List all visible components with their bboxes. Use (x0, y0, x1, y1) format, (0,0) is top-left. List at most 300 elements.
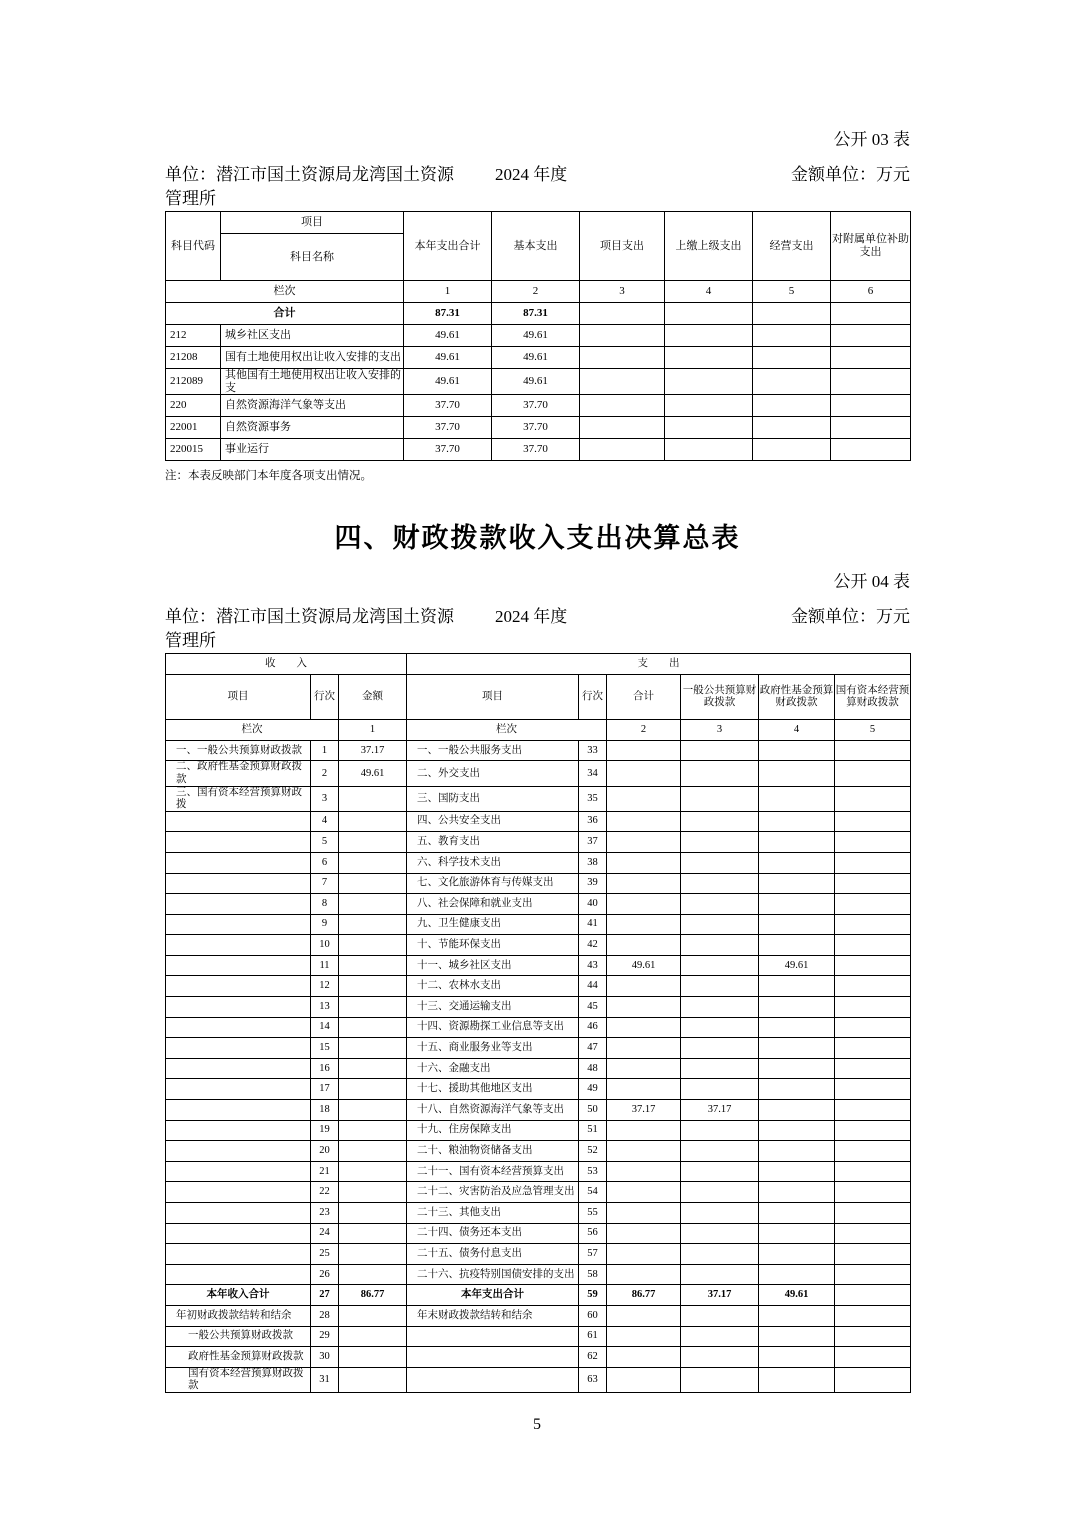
table2-income-item (166, 1141, 311, 1162)
table2-expense-state-capital (835, 873, 911, 894)
table2-expense-state-capital (835, 1367, 911, 1392)
table2-expense-state-capital (835, 1285, 911, 1306)
table2-expense-gov-fund (759, 976, 835, 997)
table1-row-name: 自然资源事务 (221, 417, 404, 439)
table2-expense-line: 46 (579, 1017, 607, 1038)
table2-header-income-item: 项目 (166, 675, 311, 720)
table2-expense-line: 55 (579, 1203, 607, 1224)
table1-header-subsidy: 对附属单位补助支出 (831, 212, 911, 281)
table2-expense-item: 十九、住房保障支出 (407, 1120, 579, 1141)
table-row (166, 325, 911, 347)
table-row (166, 811, 911, 832)
table2-income-amount (339, 1161, 407, 1182)
table1-total-basic: 87.31 (492, 303, 580, 325)
table2-expense-state-capital (835, 761, 911, 786)
table1-project-header-row (166, 212, 911, 234)
table2-expense-gov-fund (759, 1264, 835, 1285)
table2-col-3: 3 (681, 720, 759, 741)
table-row (166, 1038, 911, 1059)
table2-expense-general-public (681, 1305, 759, 1326)
table2-expense-total (607, 786, 681, 811)
table1-row-total: 49.61 (404, 369, 492, 395)
table1-header-total: 本年支出合计 (404, 212, 492, 281)
table2-income-line: 17 (311, 1079, 339, 1100)
table2-income-amount (339, 1244, 407, 1265)
table1-form-number: 公开 03 表 (833, 130, 910, 149)
table2-income-line: 12 (311, 976, 339, 997)
table2-income-item (166, 1182, 311, 1203)
table2-income-amount: 37.17 (339, 740, 407, 761)
table-row (166, 1017, 911, 1038)
table-row (166, 786, 911, 811)
table2-income-amount (339, 894, 407, 915)
table1-header-project: 项目 (221, 212, 404, 234)
table2-expense-line: 53 (579, 1161, 607, 1182)
table2-income-line: 14 (311, 1017, 339, 1038)
table2-income-item (166, 873, 311, 894)
table2-income-line: 20 (311, 1141, 339, 1162)
table2-income-item (166, 811, 311, 832)
table-row (166, 740, 911, 761)
table2-expense-item: 年末财政拨款结转和结余 (407, 1305, 579, 1326)
table1-total-upper (665, 303, 753, 325)
table2-col-label-expense: 栏次 (407, 720, 607, 741)
table2-expense-general-public (681, 1182, 759, 1203)
table2-income-item (166, 894, 311, 915)
table1-header-name: 科目名称 (221, 234, 404, 281)
table2-col-2: 2 (607, 720, 681, 741)
table-row (166, 914, 911, 935)
table2-expense-state-capital (835, 786, 911, 811)
table2-expense-gov-fund (759, 761, 835, 786)
table2-income-line: 6 (311, 852, 339, 873)
table-row (166, 873, 911, 894)
table2-income-line: 2 (311, 761, 339, 786)
table2-expense-general-public (681, 1326, 759, 1347)
table2-expense-general-public (681, 786, 759, 811)
table2-income-line: 31 (311, 1367, 339, 1392)
expenditure-table (165, 211, 911, 461)
table2-expense-line: 60 (579, 1305, 607, 1326)
table2-income-amount (339, 1182, 407, 1203)
table2-expense-line: 40 (579, 894, 607, 915)
table2-expense-state-capital (835, 1264, 911, 1285)
table2-header-general-public: 一般公共预算财政拨款 (681, 675, 759, 720)
table2-expense-state-capital (835, 1161, 911, 1182)
table2-expense-state-capital (835, 1203, 911, 1224)
table2-expense-total (607, 1038, 681, 1059)
table2-income-item (166, 955, 311, 976)
table2-income-item (166, 997, 311, 1018)
table2-expense-item (407, 1347, 579, 1368)
table2-income-line: 18 (311, 1100, 339, 1121)
table1-row-total: 49.61 (404, 347, 492, 369)
table-row (166, 935, 911, 956)
table2-income-amount (339, 1223, 407, 1244)
table2-income-amount (339, 1347, 407, 1368)
table2-expense-line: 49 (579, 1079, 607, 1100)
table2-expense-line: 52 (579, 1141, 607, 1162)
table1-total-row (166, 303, 911, 325)
table2-income-item (166, 1038, 311, 1059)
table2-income-amount (339, 955, 407, 976)
table2-income-item (166, 1058, 311, 1079)
table2-expense-item: 三、国防支出 (407, 786, 579, 811)
table2-header-income: 收 入 (166, 654, 407, 675)
table-row (166, 894, 911, 915)
table2-income-amount (339, 1203, 407, 1224)
table2-expense-gov-fund (759, 852, 835, 873)
table2-expense-general-public (681, 976, 759, 997)
table2-expense-general-public (681, 914, 759, 935)
table2-expense-state-capital (835, 997, 911, 1018)
table2-expense-line: 33 (579, 740, 607, 761)
table2-income-item (166, 976, 311, 997)
table2-expense-general-public (681, 1203, 759, 1224)
table2-expense-total (607, 1367, 681, 1392)
table1-col-3: 3 (580, 281, 665, 303)
table-row (166, 1326, 911, 1347)
table2-income-item (166, 832, 311, 853)
table-row (166, 761, 911, 786)
table1-row-name: 其他国有土地使用权出让收入安排的支 (221, 369, 404, 395)
table2-income-line: 30 (311, 1347, 339, 1368)
table-row (166, 1100, 911, 1121)
table2-expense-line: 62 (579, 1347, 607, 1368)
table2-income-line: 5 (311, 832, 339, 853)
table2-income-line: 26 (311, 1264, 339, 1285)
table1-column-number-row (166, 281, 911, 303)
table-row (166, 1305, 911, 1326)
table2-expense-state-capital (835, 811, 911, 832)
table2-expense-item: 十五、商业服务业等支出 (407, 1038, 579, 1059)
table2-expense-item (407, 1326, 579, 1347)
table2-income-amount (339, 811, 407, 832)
table2-expense-general-public (681, 1141, 759, 1162)
table1-row-code: 220015 (166, 439, 221, 461)
table2-expense-gov-fund (759, 914, 835, 935)
table2-income-amount (339, 1038, 407, 1059)
table2-income-line: 21 (311, 1161, 339, 1182)
table-row (166, 395, 911, 417)
table2-expense-total (607, 997, 681, 1018)
table2-header-state-capital: 国有资本经营预算财政拨款 (835, 675, 911, 720)
table2-income-amount (339, 1079, 407, 1100)
table2-expense-total (607, 1017, 681, 1038)
table1-amount-unit: 金额单位：万元 (791, 165, 910, 184)
table2-income-line: 3 (311, 786, 339, 811)
table2-expense-general-public (681, 1120, 759, 1141)
table-row (166, 1347, 911, 1368)
table2-expense-gov-fund (759, 786, 835, 811)
table2-expense-total (607, 832, 681, 853)
table-row (166, 1079, 911, 1100)
table1-year: 2024 年度 (495, 165, 568, 184)
table2-income-amount (339, 914, 407, 935)
table2-expense-state-capital (835, 976, 911, 997)
table2-expense-line: 63 (579, 1367, 607, 1392)
table2-income-item (166, 1017, 311, 1038)
table1-header-code: 科目代码 (166, 212, 221, 281)
table1-row-name: 自然资源海洋气象等支出 (221, 395, 404, 417)
table1-row-code: 21208 (166, 347, 221, 369)
table2-expense-total (607, 761, 681, 786)
table2-expense-general-public (681, 955, 759, 976)
table2-expense-line: 47 (579, 1038, 607, 1059)
table2-expense-gov-fund (759, 1058, 835, 1079)
table2-header-income-line: 行次 (311, 675, 339, 720)
table-row (166, 1120, 911, 1141)
table-row (166, 1161, 911, 1182)
table2-income-amount (339, 997, 407, 1018)
table2-expense-gov-fund (759, 1038, 835, 1059)
page-content (165, 0, 910, 1393)
table-row (166, 1058, 911, 1079)
table2-expense-line: 36 (579, 811, 607, 832)
table1-col-4: 4 (665, 281, 753, 303)
table2-expense-item: 十二、农林水支出 (407, 976, 579, 997)
table2-expense-general-public (681, 1244, 759, 1265)
table2-expense-item: 二十六、抗疫特别国债安排的支出 (407, 1264, 579, 1285)
table2-income-line: 10 (311, 935, 339, 956)
table2-expense-total: 86.77 (607, 1285, 681, 1306)
table2-expense-gov-fund (759, 1079, 835, 1100)
table2-expense-total (607, 1305, 681, 1326)
table2-expense-gov-fund (759, 1182, 835, 1203)
table2-expense-item: 二十三、其他支出 (407, 1203, 579, 1224)
table2-expense-item: 十六、金融支出 (407, 1058, 579, 1079)
table2-form-number: 公开 04 表 (833, 572, 910, 592)
table2-expense-state-capital (835, 852, 911, 873)
table2-unit-label: 单位：潜江市国土资源局龙湾国土资源管理所 (165, 607, 454, 651)
table2-income-amount (339, 976, 407, 997)
table2-income-line: 23 (311, 1203, 339, 1224)
table2-expense-item: 二十二、灾害防治及应急管理支出 (407, 1182, 579, 1203)
table2-expense-state-capital (835, 832, 911, 853)
table2-expense-state-capital (835, 914, 911, 935)
table1-total-value: 87.31 (404, 303, 492, 325)
table2-income-amount (339, 832, 407, 853)
table2-expense-general-public (681, 935, 759, 956)
table2-income-line: 25 (311, 1244, 339, 1265)
table2-income-item (166, 1223, 311, 1244)
table2-expense-gov-fund (759, 1120, 835, 1141)
table-row (166, 976, 911, 997)
table1-row-total: 37.70 (404, 417, 492, 439)
table2-expense-line: 61 (579, 1326, 607, 1347)
table2-expense-item: 二十四、债务还本支出 (407, 1223, 579, 1244)
table2-expense-line: 51 (579, 1120, 607, 1141)
table2-income-item: 政府性基金预算财政拨款 (166, 1347, 311, 1368)
table2-expense-gov-fund: 49.61 (759, 955, 835, 976)
table2-income-amount (339, 1017, 407, 1038)
table2-expense-state-capital (835, 1182, 911, 1203)
table2-expense-general-public (681, 1347, 759, 1368)
table2-expense-line: 59 (579, 1285, 607, 1306)
table2-expense-line: 38 (579, 852, 607, 873)
table2-expense-total (607, 740, 681, 761)
table2-income-item: 一般公共预算财政拨款 (166, 1326, 311, 1347)
table2-expense-gov-fund (759, 1244, 835, 1265)
table2-income-line: 16 (311, 1058, 339, 1079)
table2-expense-total (607, 1203, 681, 1224)
table2-expense-item: 九、卫生健康支出 (407, 914, 579, 935)
table2-expense-item: 八、社会保障和就业支出 (407, 894, 579, 915)
table2-expense-total (607, 935, 681, 956)
table2-expense-line: 44 (579, 976, 607, 997)
table2-expense-total (607, 894, 681, 915)
table2-income-line: 1 (311, 740, 339, 761)
table2-expense-total: 37.17 (607, 1100, 681, 1121)
table2-income-item: 本年收入合计 (166, 1285, 311, 1306)
table2-col-5: 5 (835, 720, 911, 741)
table2-expense-item: 本年支出合计 (407, 1285, 579, 1306)
table2-expense-gov-fund (759, 740, 835, 761)
table1-unit-label: 单位：潜江市国土资源局龙湾国土资源管理所 (165, 165, 454, 208)
fiscal-appropriation-table (165, 653, 911, 1393)
table2-income-line: 27 (311, 1285, 339, 1306)
table2-income-line: 13 (311, 997, 339, 1018)
table2-expense-state-capital (835, 740, 911, 761)
table1-col-label: 栏次 (166, 281, 404, 303)
table1-row-basic: 49.61 (492, 347, 580, 369)
table1-row-name: 国有土地使用权出让收入安排的支出 (221, 347, 404, 369)
table2-income-amount (339, 935, 407, 956)
table2-income-amount: 49.61 (339, 761, 407, 786)
table2-sub-header-row (166, 675, 911, 720)
table2-expense-total (607, 1141, 681, 1162)
table1-row-code: 212089 (166, 369, 221, 395)
table2-expense-total (607, 1120, 681, 1141)
table2-expense-total (607, 1161, 681, 1182)
table2-expense-line: 42 (579, 935, 607, 956)
table2-expense-gov-fund (759, 811, 835, 832)
table2-expense-general-public (681, 832, 759, 853)
table2-income-item (166, 1161, 311, 1182)
table2-income-line: 19 (311, 1120, 339, 1141)
table2-expense-total (607, 852, 681, 873)
table2-income-line: 11 (311, 955, 339, 976)
table2-expense-total (607, 1264, 681, 1285)
table2-expense-general-public (681, 894, 759, 915)
table2-col-1: 1 (339, 720, 407, 741)
table2-expense-gov-fund: 49.61 (759, 1285, 835, 1306)
table-row (166, 832, 911, 853)
table1-col-1: 1 (404, 281, 492, 303)
table2-expense-gov-fund (759, 935, 835, 956)
table2-expense-item: 二十五、债务付息支出 (407, 1244, 579, 1265)
table1-meta (165, 163, 910, 211)
table-row (166, 1367, 911, 1392)
table2-income-amount: 86.77 (339, 1285, 407, 1306)
table2-expense-state-capital (835, 1079, 911, 1100)
table2-expense-state-capital (835, 935, 911, 956)
table2-expense-line: 58 (579, 1264, 607, 1285)
table2-income-item (166, 852, 311, 873)
table2-expense-general-public (681, 997, 759, 1018)
table2-income-item: 国有资本经营预算财政拨款 (166, 1367, 311, 1392)
table2-income-amount (339, 1141, 407, 1162)
table2-income-item: 一、一般公共预算财政拨款 (166, 740, 311, 761)
table2-income-item (166, 1079, 311, 1100)
table2-expense-gov-fund (759, 1017, 835, 1038)
table2-expense-item: 十、节能环保支出 (407, 935, 579, 956)
table2-expense-gov-fund (759, 1223, 835, 1244)
table2-income-item: 年初财政拨款结转和结余 (166, 1305, 311, 1326)
table2-income-item (166, 1264, 311, 1285)
table2-expense-total (607, 1182, 681, 1203)
table2-income-line: 4 (311, 811, 339, 832)
table2-expense-gov-fund (759, 1141, 835, 1162)
table2-income-amount (339, 1120, 407, 1141)
table2-expense-gov-fund (759, 1305, 835, 1326)
table2-income-item (166, 1100, 311, 1121)
table1-col-6: 6 (831, 281, 911, 303)
table2-expense-general-public (681, 1367, 759, 1392)
table2-expense-general-public (681, 1058, 759, 1079)
table2-income-amount (339, 873, 407, 894)
table2-expense-item (407, 1367, 579, 1392)
table-row (166, 1244, 911, 1265)
table2-income-amount (339, 786, 407, 811)
table2-income-amount (339, 852, 407, 873)
table2-col-label-income: 栏次 (166, 720, 339, 741)
table2-header-expense: 支 出 (407, 654, 911, 675)
table2-expense-general-public (681, 1161, 759, 1182)
table2-income-item (166, 914, 311, 935)
table2-expense-gov-fund (759, 997, 835, 1018)
table1-total-project (580, 303, 665, 325)
table-row (166, 852, 911, 873)
table2-expense-line: 41 (579, 914, 607, 935)
table2-expense-item: 七、文化旅游体育与传媒支出 (407, 873, 579, 894)
table1-row-basic: 37.70 (492, 417, 580, 439)
table2-expense-total (607, 1326, 681, 1347)
table2-expense-state-capital (835, 1100, 911, 1121)
table2-expense-item: 四、公共安全支出 (407, 811, 579, 832)
table2-expense-state-capital (835, 1058, 911, 1079)
table1-row-name: 事业运行 (221, 439, 404, 461)
table2-expense-total (607, 1079, 681, 1100)
table2-expense-general-public: 37.17 (681, 1100, 759, 1121)
table2-expense-general-public (681, 852, 759, 873)
page-number: 5 (533, 1416, 541, 1433)
table2-expense-gov-fund (759, 894, 835, 915)
table2-column-number-row (166, 720, 911, 741)
table2-income-item (166, 1244, 311, 1265)
table2-income-amount (339, 1367, 407, 1392)
table2-income-amount (339, 1305, 407, 1326)
table2-expense-total: 49.61 (607, 955, 681, 976)
table2-expense-line: 43 (579, 955, 607, 976)
table2-expense-item: 十八、自然资源海洋气象等支出 (407, 1100, 579, 1121)
table2-income-line: 7 (311, 873, 339, 894)
table2-expense-total (607, 976, 681, 997)
table2-expense-item: 十四、资源勘探工业信息等支出 (407, 1017, 579, 1038)
table2-expense-total (607, 811, 681, 832)
table2-expense-total (607, 1347, 681, 1368)
table2-expense-state-capital (835, 1141, 911, 1162)
table2-income-line: 9 (311, 914, 339, 935)
table2-income-item (166, 935, 311, 956)
table2-expense-item: 二十一、国有资本经营预算支出 (407, 1161, 579, 1182)
table2-expense-item: 五、教育支出 (407, 832, 579, 853)
table2-expense-total (607, 1244, 681, 1265)
table2-expense-total (607, 1223, 681, 1244)
table1-row-basic: 37.70 (492, 439, 580, 461)
table2-expense-item: 十一、城乡社区支出 (407, 955, 579, 976)
section-title: 四、财政拨款收入支出决算总表 (334, 523, 741, 555)
